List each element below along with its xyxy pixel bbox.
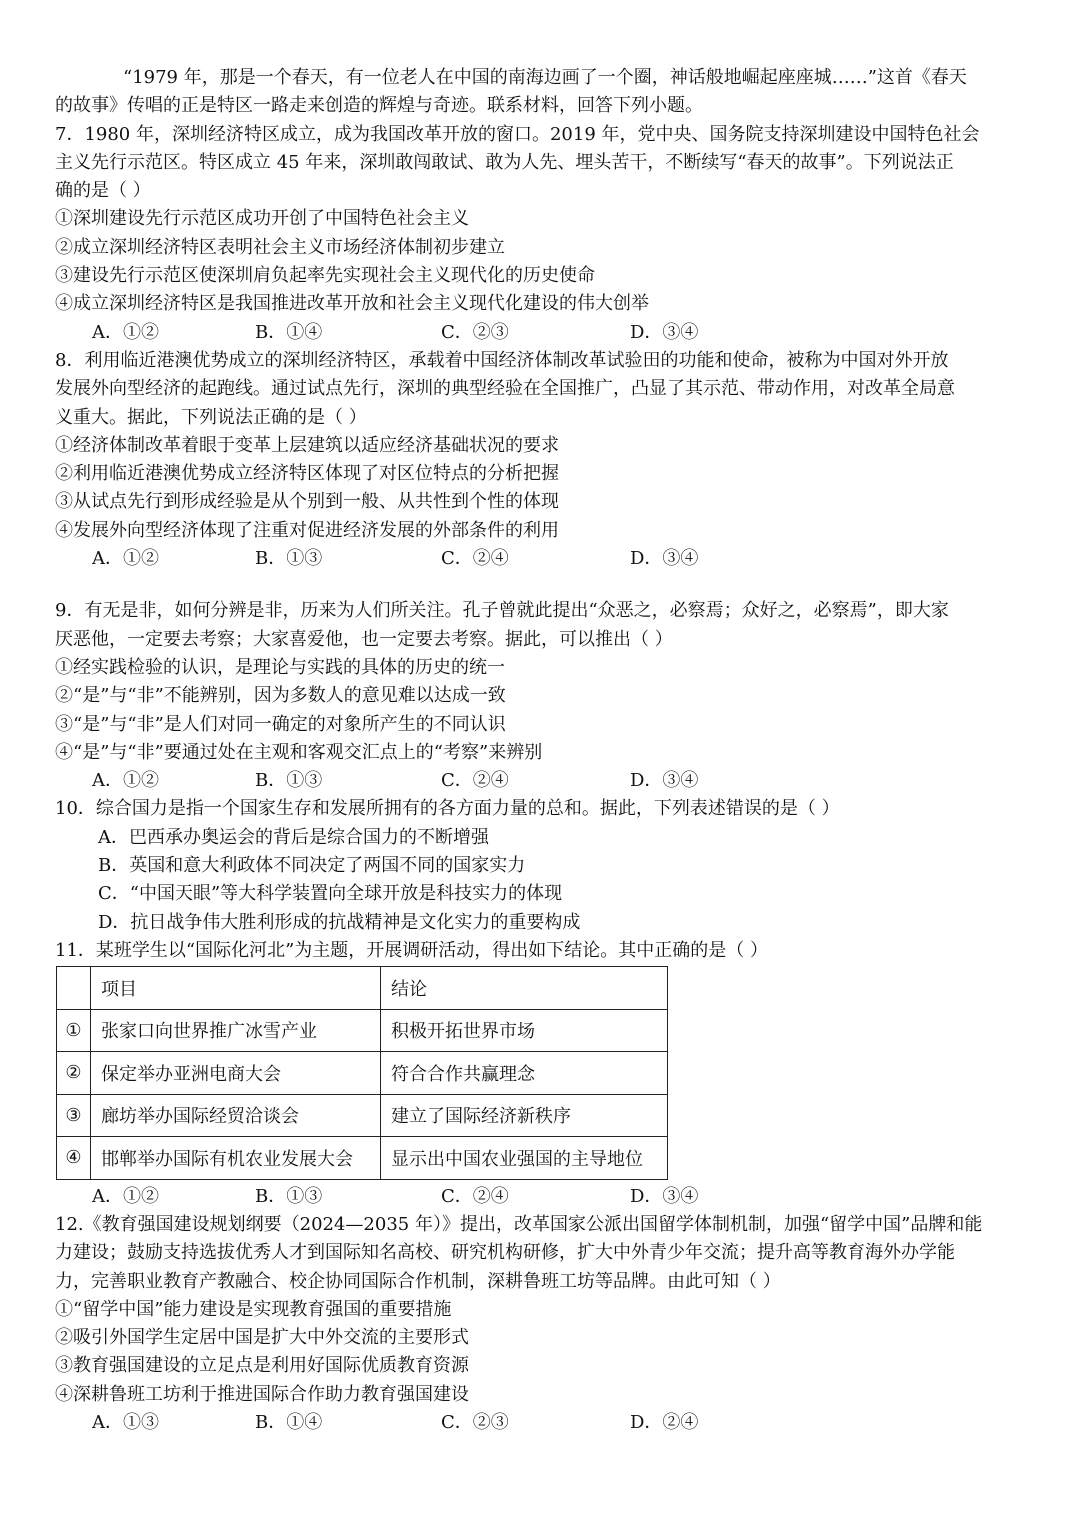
question-12-options xyxy=(55,1409,1020,1437)
question-9-stem-line-2: 厌恶他，一定要去考察；大家喜爱他，也一定要去考察。据此，可以推出（ ） xyxy=(55,628,673,650)
question-10-choice-a[interactable]: A．巴西承办奥运会的背后是综合国力的不断增强 xyxy=(98,826,489,848)
table-cell: ② xyxy=(57,1052,91,1095)
table-cell: 廊坊举办国际经贸洽谈会 xyxy=(91,1094,381,1137)
question-10-choice-c[interactable]: C．“中国天眼”等大科学装置向全球开放是科技实力的体现 xyxy=(98,883,563,905)
question-8-statement-3: ③从试点先行到形成经验是从个别到一般、从共性到个性的体现 xyxy=(55,491,559,513)
table-header-row xyxy=(57,967,668,1010)
question-11-option-c[interactable]: C．②④ xyxy=(441,1185,509,1207)
question-8-stem-line-2: 发展外向型经济的起跑线。通过试点先行，深圳的典型经验在全国推广，凸显了其示范、带动作用，对改革全局意 xyxy=(55,378,955,400)
question-9-statement-4: ④“是”与“非”要通过处在主观和客观交汇点上的“考察”来辨别 xyxy=(55,741,543,763)
question-12-option-c[interactable]: C．②③ xyxy=(441,1412,509,1434)
table-cell: 显示出中国农业强国的主导地位 xyxy=(381,1137,668,1180)
table-row xyxy=(57,1009,668,1052)
question-8-option-b[interactable]: B．①③ xyxy=(255,548,323,570)
table-row xyxy=(57,1052,668,1095)
question-9-statement-3: ③“是”与“非”是人们对同一确定的对象所产生的不同认识 xyxy=(55,713,506,735)
question-12-statement-4: ④深耕鲁班工坊利于推进国际合作助力教育强国建设 xyxy=(55,1383,469,1405)
intro-line-1: “1979 年，那是一个春天，有一位老人在中国的南海边画了一个圈，神话般地崛起座座城……”这首《春天 xyxy=(123,67,967,88)
question-7 xyxy=(55,121,1020,347)
question-9 xyxy=(55,597,1020,795)
table-cell: ④ xyxy=(57,1137,91,1180)
question-8-statement-2: ②利用临近港澳优势成立经济特区体现了对区位特点的分析把握 xyxy=(55,463,559,485)
question-11-option-d[interactable]: D．③④ xyxy=(630,1185,699,1207)
question-9-option-d[interactable]: D．③④ xyxy=(630,770,699,792)
question-8 xyxy=(55,347,1020,573)
question-12-stem-line-2: 力建设；鼓励支持选拔优秀人才到国际知名高校、研究机构研修，扩大中外青少年交流；提升高等教育海外办学能 xyxy=(55,1242,955,1264)
question-8-option-a[interactable]: A．①② xyxy=(92,548,159,570)
question-8-statement-4: ④发展外向型经济体现了注重对促进经济发展的外部条件的利用 xyxy=(55,519,559,541)
question-11-option-b[interactable]: B．①③ xyxy=(255,1185,323,1207)
question-12-option-b[interactable]: B．①④ xyxy=(255,1412,323,1434)
question-8-stem-line-3: 义重大。据此，下列说法正确的是（ ） xyxy=(55,406,367,428)
question-7-statement-4: ④成立深圳经济特区是我国推进改革开放和社会主义现代化建设的伟大创举 xyxy=(55,293,649,315)
question-12-option-d[interactable]: D．②④ xyxy=(630,1412,699,1434)
question-9-statement-2: ②“是”与“非”不能辨别，因为多数人的意见难以达成一致 xyxy=(55,685,506,707)
question-11-stem-line-1: 11．某班学生以“国际化河北”为主题，开展调研活动，得出如下结论。其中正确的是（ ） xyxy=(55,939,769,961)
question-8-options xyxy=(55,545,1020,573)
table-cell: 邯郸举办国际有机农业发展大会 xyxy=(91,1137,381,1180)
question-9-stem-line-1: 9．有无是非，如何分辨是非，历来为人们所关注。孔子曾就此提出“众恶之，必察焉；众好之，必察焉”，即大家 xyxy=(55,600,949,622)
table-row xyxy=(57,1137,668,1180)
question-7-statement-2: ②成立深圳经济特区表明社会主义市场经济体制初步建立 xyxy=(55,236,505,258)
question-11-options xyxy=(55,1183,1020,1211)
question-12-stem-line-3: 力，完善职业教育产教融合、校企协同国际合作机制，深耕鲁班工坊等品牌。由此可知（ ） xyxy=(55,1270,781,1292)
question-12-option-a[interactable]: A．①③ xyxy=(92,1412,159,1434)
question-12-statement-3: ③教育强国建设的立足点是利用好国际优质教育资源 xyxy=(55,1355,469,1377)
table-row xyxy=(57,1094,668,1137)
exam-page xyxy=(55,64,1020,1437)
table-cell: 符合合作共赢理念 xyxy=(381,1052,668,1095)
question-7-options xyxy=(55,319,1020,347)
question-11-option-a[interactable]: A．①② xyxy=(92,1185,159,1207)
table-cell: 建立了国际经济新秩序 xyxy=(381,1094,668,1137)
intro-line-2: 的故事》传唱的正是特区一路走来创造的辉煌与奇迹。联系材料，回答下列小题。 xyxy=(55,95,703,117)
question-8-statement-1: ①经济体制改革着眼于变革上层建筑以适应经济基础状况的要求 xyxy=(55,434,559,456)
question-8-option-d[interactable]: D．③④ xyxy=(630,548,699,570)
table-cell: 积极开拓世界市场 xyxy=(381,1009,668,1052)
table-header-cell: 结论 xyxy=(381,967,668,1010)
question-7-statement-3: ③建设先行示范区使深圳肩负起率先实现社会主义现代化的历史使命 xyxy=(55,265,595,287)
question-10-stem-line-1: 10．综合国力是指一个国家生存和发展所拥有的各方面力量的总和。据此，下列表述错误的是（ ） xyxy=(55,798,840,820)
table-header-cell xyxy=(57,967,91,1010)
question-7-stem-line-3: 确的是（ ） xyxy=(55,180,151,202)
question-10-choice-d[interactable]: D．抗日战争伟大胜利形成的抗战精神是文化实力的重要构成 xyxy=(98,911,581,933)
question-8-stem-line-1: 8．利用临近港澳优势成立的深圳经济特区，承载着中国经济体制改革试验田的功能和使命，被称为中国对外开放 xyxy=(55,349,949,371)
table-cell: 张家口向世界推广冰雪产业 xyxy=(91,1009,381,1052)
question-12-statement-1: ①“留学中国”能力建设是实现教育强国的重要措施 xyxy=(55,1298,452,1320)
survey-table xyxy=(56,966,668,1180)
question-7-option-a[interactable]: A．①② xyxy=(92,321,159,343)
table-cell: ① xyxy=(57,1009,91,1052)
question-9-statement-1: ①经实践检验的认识，是理论与实践的具体的历史的统一 xyxy=(55,656,505,678)
question-7-option-c[interactable]: C．②③ xyxy=(441,321,509,343)
question-8-option-c[interactable]: C．②④ xyxy=(441,548,509,570)
question-11 xyxy=(55,937,1020,1211)
question-9-option-c[interactable]: C．②④ xyxy=(441,770,509,792)
question-10 xyxy=(55,795,1020,936)
question-7-stem-line-1: 7．1980 年，深圳经济特区成立，成为我国改革开放的窗口。2019 年，党中央、国务院支持深圳建设中国特色社会 xyxy=(55,123,980,145)
question-12 xyxy=(55,1211,1020,1437)
table-cell: 保定举办亚洲电商大会 xyxy=(91,1052,381,1095)
question-9-option-a[interactable]: A．①② xyxy=(92,770,159,792)
question-12-statement-2: ②吸引外国学生定居中国是扩大中外交流的主要形式 xyxy=(55,1327,469,1349)
question-9-option-b[interactable]: B．①③ xyxy=(255,770,323,792)
table-cell: ③ xyxy=(57,1094,91,1137)
question-7-statement-1: ①深圳建设先行示范区成功开创了中国特色社会主义 xyxy=(55,208,469,230)
question-7-stem-line-2: 主义先行示范区。特区成立 45 年来，深圳敢闯敢试、敢为人先、埋头苦干，不断续写“春天的故事”。下列说法正 xyxy=(55,151,954,173)
question-7-option-b[interactable]: B．①④ xyxy=(255,321,323,343)
table-header-cell: 项目 xyxy=(91,967,381,1010)
question-9-options xyxy=(55,767,1020,795)
question-10-choice-b[interactable]: B．英国和意大利政体不同决定了两国不同的国家实力 xyxy=(98,855,526,877)
question-spacer xyxy=(55,573,1020,597)
question-12-stem-line-1: 12.《教育强国建设规划纲要（2024—2035 年）》提出，改革国家公派出国留学体制机制，加强“留学中国”品牌和能 xyxy=(55,1214,983,1235)
question-7-option-d[interactable]: D．③④ xyxy=(630,321,699,343)
